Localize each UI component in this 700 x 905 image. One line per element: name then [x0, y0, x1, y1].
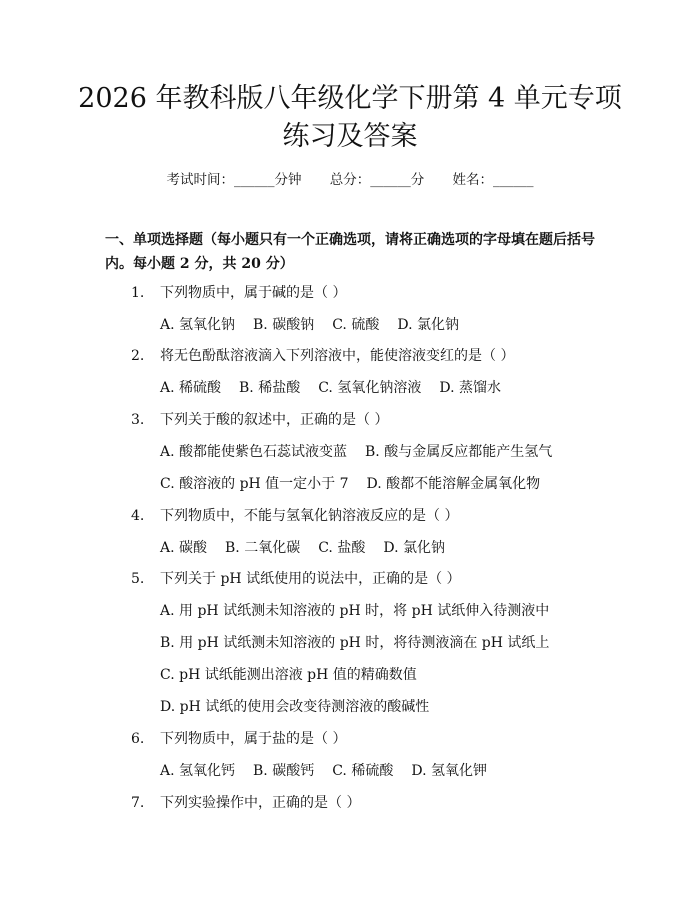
question-number: 1. — [131, 285, 145, 301]
question-5-option-a: A. 用 pH 试纸测未知溶液的 pH 时，将 pH 试纸伸入待测液中 — [160, 603, 550, 619]
option-a: A. 酸都能使紫色石蕊试液变蓝 — [160, 444, 348, 460]
question-number: 7. — [131, 795, 145, 811]
option-a: A. 稀硫酸 — [160, 380, 222, 396]
question-text: 下列关于 pH 试纸使用的说法中，正确的是（ ） — [160, 571, 461, 587]
option-b: B. 二氧化碳 — [225, 540, 301, 556]
question-5-option-b: B. 用 pH 试纸测未知溶液的 pH 时，将待测液滴在 pH 试纸上 — [160, 635, 550, 651]
question-4-options — [160, 537, 463, 557]
question-number: 3. — [131, 412, 145, 428]
question-text: 下列实验操作中，正确的是（ ） — [160, 795, 361, 811]
question-text: 下列物质中，属于盐的是（ ） — [160, 731, 347, 747]
question-text: 下列关于酸的叙述中，正确的是（ ） — [160, 412, 389, 428]
question-number: 2. — [131, 348, 145, 364]
question-number: 6. — [131, 731, 145, 747]
option-c: C. 稀硫酸 — [332, 763, 394, 779]
question-2-options — [160, 377, 519, 397]
question-7 — [131, 792, 360, 812]
title-line-1: 2026 年教科版八年级化学下册第 4 单元专项 — [78, 83, 622, 114]
student-name: 姓名：______ — [452, 172, 534, 188]
question-1 — [131, 282, 346, 302]
option-d: D. 氯化钠 — [397, 317, 459, 333]
question-3 — [131, 409, 388, 429]
option-d: D. 氯化钠 — [383, 540, 445, 556]
option-a: A. 碳酸 — [160, 540, 208, 556]
exam-score: 总分：______分 — [329, 172, 425, 188]
option-b: B. 碳酸钙 — [253, 763, 315, 779]
option-b: B. 碳酸钠 — [253, 317, 315, 333]
question-5-option-c: C. pH 试纸能测出溶液 pH 值的精确数值 — [160, 667, 417, 683]
question-3-options-row2 — [160, 473, 558, 493]
section-heading: 一、单项选择题（每小题只有一个正确选项，请将正确选项的字母填在题后括号内。每小题 2 分，共 20 分） — [105, 232, 595, 272]
question-text: 将无色酚酞溶液滴入下列溶液中，能使溶液变红的是（ ） — [160, 348, 515, 364]
option-b: B. 酸与金属反应都能产生氢气 — [365, 444, 553, 460]
exam-time: 考试时间：______分钟 — [166, 172, 302, 188]
question-text: 下列物质中，不能与氢氧化钠溶液反应的是（ ） — [160, 508, 459, 524]
question-number: 5. — [131, 571, 145, 587]
option-c: C. 氢氧化钠溶液 — [318, 380, 422, 396]
option-c: C. 盐酸 — [318, 540, 366, 556]
question-6 — [131, 728, 346, 748]
question-6-options — [160, 760, 505, 780]
option-d: D. 蒸馏水 — [439, 380, 501, 396]
question-1-options — [160, 314, 477, 334]
option-a: A. 氢氧化钠 — [160, 317, 236, 333]
question-5 — [131, 568, 461, 588]
option-c: C. 酸溶液的 pH 值一定小于 7 — [160, 476, 349, 492]
option-b: B. 稀盐酸 — [239, 380, 301, 396]
question-text: 下列物质中，属于碱的是（ ） — [160, 285, 347, 301]
title-line-2: 练习及答案 — [282, 121, 418, 152]
question-number: 4. — [131, 508, 145, 524]
option-d: D. 酸都不能溶解金属氧化物 — [366, 476, 541, 492]
option-d: D. 氢氧化钾 — [411, 763, 487, 779]
question-5-option-d: D. pH 试纸的使用会改变待测溶液的酸碱性 — [160, 699, 430, 715]
question-4 — [131, 505, 458, 525]
option-a: A. 氢氧化钙 — [160, 763, 236, 779]
question-2 — [131, 345, 514, 365]
option-c: C. 硫酸 — [332, 317, 380, 333]
question-3-options-row1 — [160, 441, 570, 461]
